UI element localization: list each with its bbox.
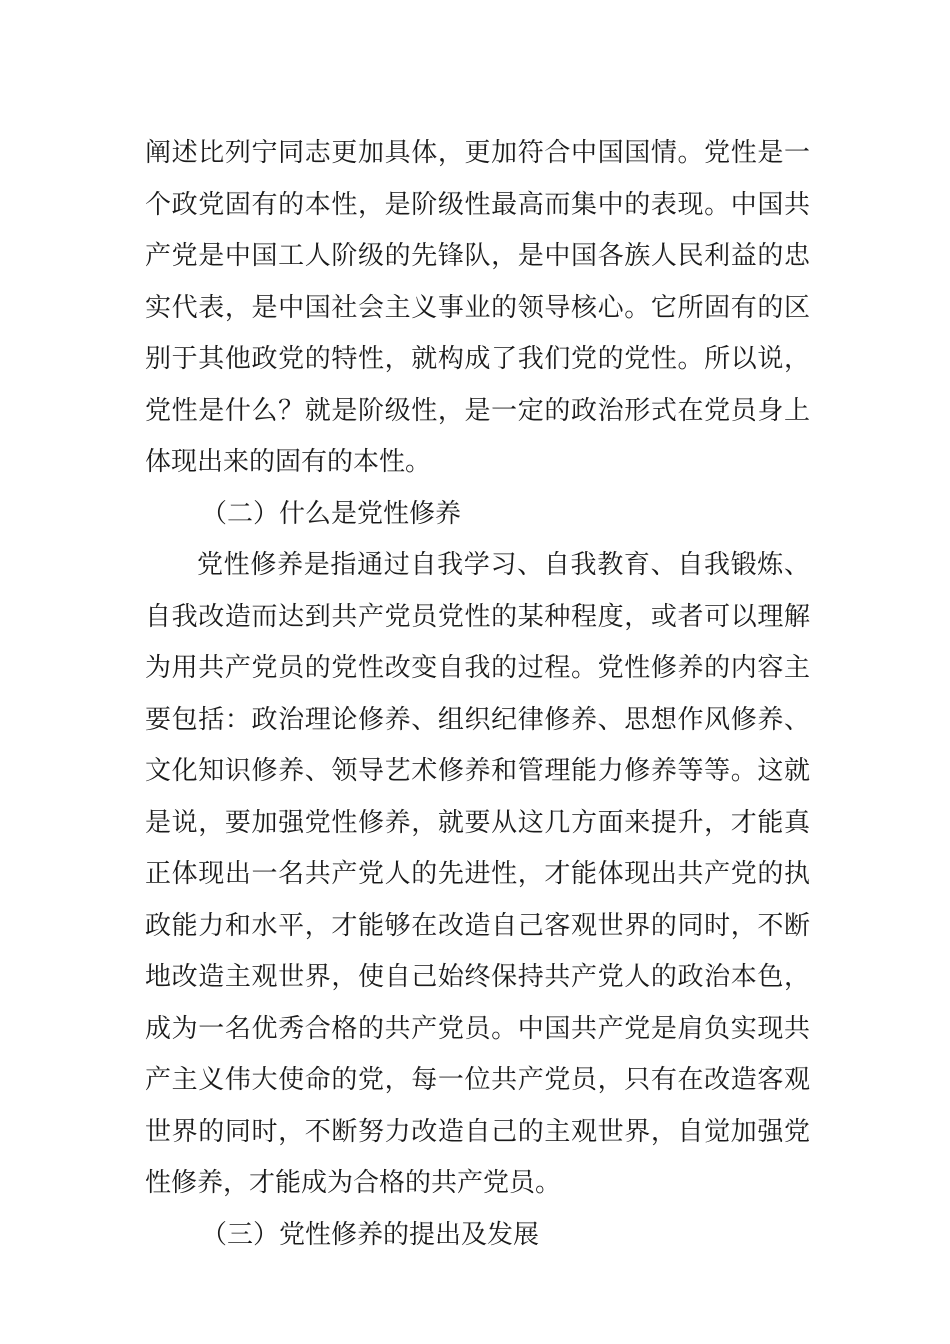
paragraph-line: 别于其他政党的特性，就构成了我们党的党性。所以说， bbox=[145, 344, 810, 374]
paragraph-line: 党性修养是指通过自我学习、自我教育、自我锻炼、 bbox=[197, 550, 810, 580]
paragraph-line: 产主义伟大使命的党，每一位共产党员，只有在改造客观 bbox=[145, 1065, 810, 1095]
paragraph-1 bbox=[145, 128, 810, 489]
paragraph-line: 成为一名优秀合格的共产党员。中国共产党是肩负实现共 bbox=[145, 1013, 810, 1044]
section-heading-2: （二）什么是党性修养 bbox=[201, 498, 462, 529]
paragraph-line: 为用共产党员的党性改变自我的过程。党性修养的内容主 bbox=[145, 653, 810, 683]
paragraph-line: 个政党固有的本性，是阶级性最高而集中的表现。中国共 bbox=[145, 189, 810, 220]
document-body bbox=[145, 128, 810, 1261]
paragraph-line: 地改造主观世界，使自己始终保持共产党人的政治本色， bbox=[145, 962, 810, 992]
paragraph-line: 文化知识修养、领导艺术修养和管理能力修养等等。这就 bbox=[145, 756, 810, 786]
paragraph-line: 性修养，才能成为合格的共产党员。 bbox=[145, 1168, 562, 1198]
paragraph-line: 党性是什么？就是阶级性，是一定的政治形式在党员身上 bbox=[145, 395, 810, 426]
paragraph-line: 阐述比列宁同志更加具体，更加符合中国国情。党性是一 bbox=[145, 138, 810, 168]
section-heading-3: （三）党性修养的提出及发展 bbox=[201, 1219, 540, 1250]
paragraph-line: 政能力和水平，才能够在改造自己客观世界的同时，不断 bbox=[145, 910, 810, 941]
paragraph-line: 世界的同时，不断努力改造自己的主观世界，自觉加强党 bbox=[145, 1116, 810, 1147]
paragraph-line: 自我改造而达到共产党员党性的某种程度，或者可以理解 bbox=[145, 601, 810, 632]
paragraph-line: 实代表，是中国社会主义事业的领导核心。它所固有的区 bbox=[145, 292, 810, 323]
paragraph-line: 正体现出一名共产党人的先进性，才能体现出共产党的执 bbox=[145, 859, 810, 889]
paragraph-line: 体现出来的固有的本性。 bbox=[145, 447, 432, 477]
paragraph-2 bbox=[145, 540, 810, 1210]
paragraph-line: 是说，要加强党性修养，就要从这几方面来提升，才能真 bbox=[145, 807, 810, 838]
paragraph-line: 要包括：政治理论修养、组织纪律修养、思想作风修养、 bbox=[145, 704, 810, 735]
paragraph-line: 产党是中国工人阶级的先锋队，是中国各族人民利益的忠 bbox=[145, 241, 810, 271]
